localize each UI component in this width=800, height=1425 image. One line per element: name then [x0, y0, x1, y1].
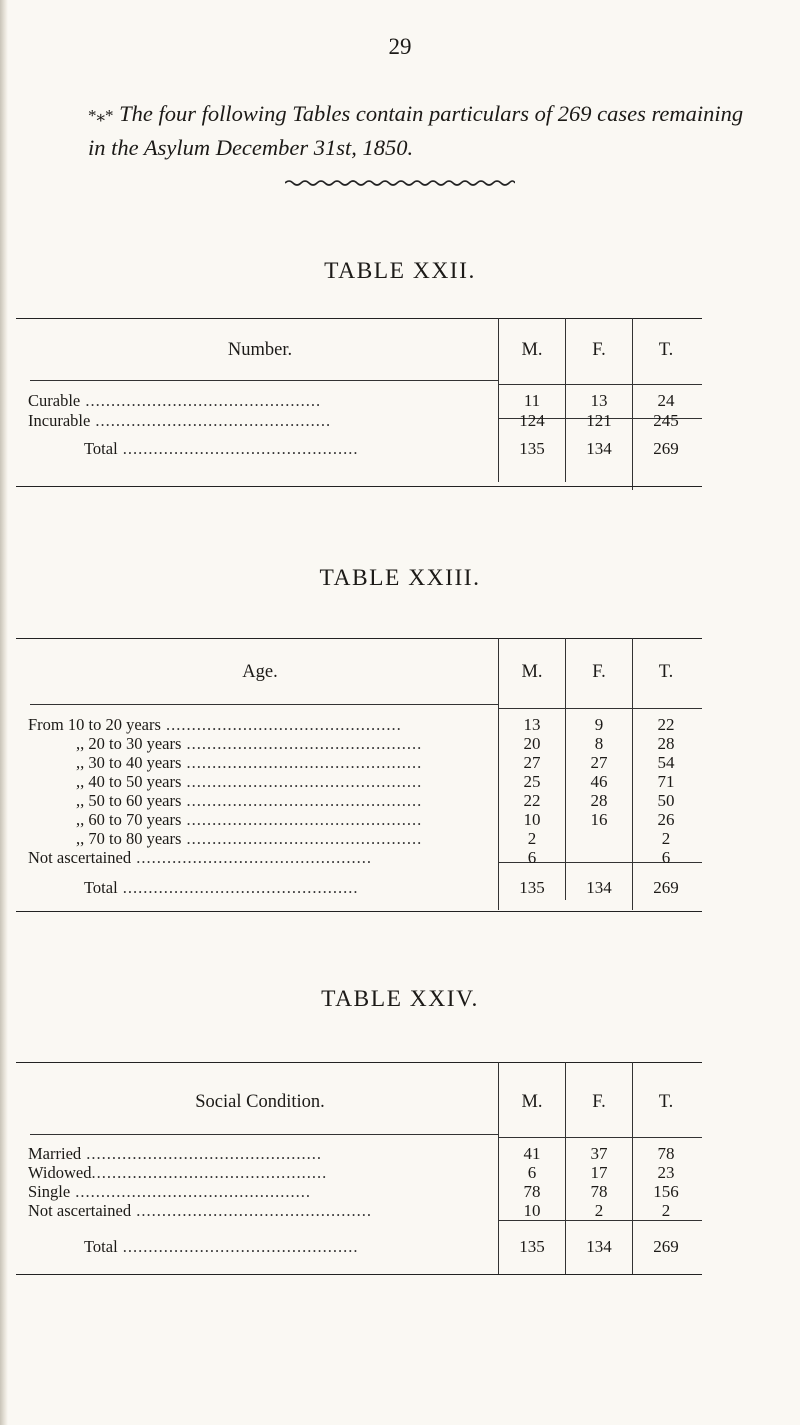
- cell-f: 46: [590, 772, 608, 791]
- column-header-t: T.: [658, 662, 674, 682]
- cell-t: 71: [657, 772, 675, 791]
- cell-t: 28: [657, 734, 675, 753]
- cell-m: 13: [523, 715, 541, 734]
- row-label: ,, 30 to 40 years: [76, 753, 182, 772]
- cell-m: 124: [519, 411, 545, 430]
- total-m: 135: [519, 439, 545, 458]
- cell-t: 2: [661, 829, 671, 848]
- row-label: ,, 20 to 30 years: [76, 734, 182, 753]
- row-label: Incurable: [28, 411, 91, 430]
- page-number: 29: [388, 34, 412, 59]
- row-label: ,, 50 to 60 years: [76, 791, 182, 810]
- cell-f: 28: [590, 791, 608, 810]
- column-header-label: Number.: [227, 340, 293, 360]
- total-t: 269: [653, 1237, 679, 1256]
- cell-f: 9: [594, 715, 604, 734]
- row-label: Widowed: [28, 1163, 92, 1182]
- cell-f: 8: [594, 734, 604, 753]
- table-rule: [16, 486, 702, 487]
- column-header-m: M.: [521, 340, 543, 360]
- cell-m: 11: [523, 391, 541, 410]
- column-header-label: Social Condition.: [195, 1092, 325, 1112]
- cell-m: 41: [523, 1144, 541, 1163]
- cell-f: 27: [590, 753, 608, 772]
- total-f: 134: [586, 1237, 612, 1256]
- column-header-f: F.: [592, 662, 606, 682]
- cell-f: 37: [590, 1144, 608, 1163]
- cell-t: 50: [657, 791, 675, 810]
- total-label: Total: [84, 878, 118, 897]
- intro-paragraph: [88, 98, 748, 164]
- table-xxiii-title: TABLE XXIII.: [319, 565, 481, 591]
- column-header-m: M.: [521, 662, 543, 682]
- intro-text: The four following Tables contain particulars of 269 cases remaining in the Asylum December 31st, 1850.: [88, 101, 744, 160]
- cell-t: 156: [653, 1182, 679, 1201]
- table-rule: [16, 318, 702, 319]
- table-xxii-total-block: Total .............................................. 135 134 269: [16, 422, 702, 494]
- column-header-t: T.: [658, 1092, 674, 1112]
- cell-m: 6: [527, 1163, 537, 1182]
- total-f: 134: [586, 878, 612, 897]
- row-label: Not ascertained: [28, 1201, 132, 1220]
- total-m: 135: [519, 1237, 545, 1256]
- cell-f: 121: [586, 411, 612, 430]
- table-xxiii: Age. M. F. T. From 10 to 20 years .............................................. 13 9 22 ,, 20 to 30 years .............................................. 20 8 28 ,, 30 to 40 years .............................................. 27 27 54 ,, 40 to 50 years .............................................. 25 46 71 ,, 50 to 60 years .............................................. 22 28 50 ,, 60 to 70 years .............................................. 10 16 26 ,, 70 to 80 years .............................................. 2 2 Not ascertained .............................................. 6 6 Total .............................................. 135 134 269: [16, 638, 702, 913]
- table-rule: [16, 1062, 702, 1063]
- total-f: 134: [586, 439, 612, 458]
- table-xxiv-title: TABLE XXIV.: [321, 986, 479, 1012]
- cell-m: 6: [527, 848, 537, 867]
- cell-t: 22: [657, 715, 675, 734]
- column-header-t: T.: [658, 340, 674, 360]
- table-rule: [16, 911, 702, 912]
- cell-f: 78: [590, 1182, 608, 1201]
- cell-m: 10: [523, 810, 541, 829]
- cell-m: 25: [523, 772, 541, 791]
- row-label: ,, 70 to 80 years: [76, 829, 182, 848]
- cell-f: 2: [594, 1201, 604, 1220]
- total-m: 135: [519, 878, 545, 897]
- cell-f: 16: [590, 810, 608, 829]
- table-rule: [16, 1274, 702, 1275]
- column-header-f: F.: [592, 1092, 606, 1112]
- cell-m: 2: [527, 829, 537, 848]
- row-label: From 10 to 20 years: [28, 715, 161, 734]
- cell-m: 22: [523, 791, 541, 810]
- table-xxiv: Social Condition. M. F. T. Married .............................................. 41 37 78 Widowed.............................................. 6 17 23 Single .............................................. 78 78 156 Not ascertained .............................................. 10 2 2 Total .............................................. 135 134 269: [16, 1062, 702, 1277]
- row-label: Married: [28, 1144, 82, 1163]
- column-header-m: M.: [521, 1092, 543, 1112]
- cell-m: 10: [523, 1201, 541, 1220]
- table-rule: [16, 638, 702, 639]
- cell-t: 2: [661, 1201, 671, 1220]
- cell-t: 6: [661, 848, 671, 867]
- table-xxii: Number. M. F. T. Curable .............................................. 11 13 24 Incurable .............................................. 124 121 245: [16, 318, 702, 422]
- total-t: 269: [653, 878, 679, 897]
- row-label: Not ascertained: [28, 848, 132, 867]
- total-label: Total: [84, 439, 118, 458]
- table-xxii-title: TABLE XXII.: [324, 258, 476, 284]
- cell-f: 13: [590, 391, 608, 410]
- row-label: Curable: [28, 391, 81, 410]
- cell-m: 27: [523, 753, 541, 772]
- cell-f: 17: [590, 1163, 608, 1182]
- cell-t: 78: [657, 1144, 675, 1163]
- total-t: 269: [653, 439, 679, 458]
- cell-t: 24: [657, 391, 675, 410]
- column-header-f: F.: [592, 340, 606, 360]
- row-label: ,, 60 to 70 years: [76, 810, 182, 829]
- cell-t: 26: [657, 810, 675, 829]
- row-label: ,, 40 to 50 years: [76, 772, 182, 791]
- cell-t: 54: [657, 753, 675, 772]
- cell-t: 245: [653, 411, 679, 430]
- cell-m: 20: [523, 734, 541, 753]
- row-label: Single: [28, 1182, 71, 1201]
- total-label: Total: [84, 1237, 118, 1256]
- cell-t: 23: [657, 1163, 675, 1182]
- cell-m: 78: [523, 1182, 541, 1201]
- wavy-divider: [285, 178, 515, 188]
- page-binding-edge: [0, 0, 8, 1425]
- asterism-mark: *⁎*: [88, 106, 114, 125]
- column-header-label: Age.: [242, 662, 278, 682]
